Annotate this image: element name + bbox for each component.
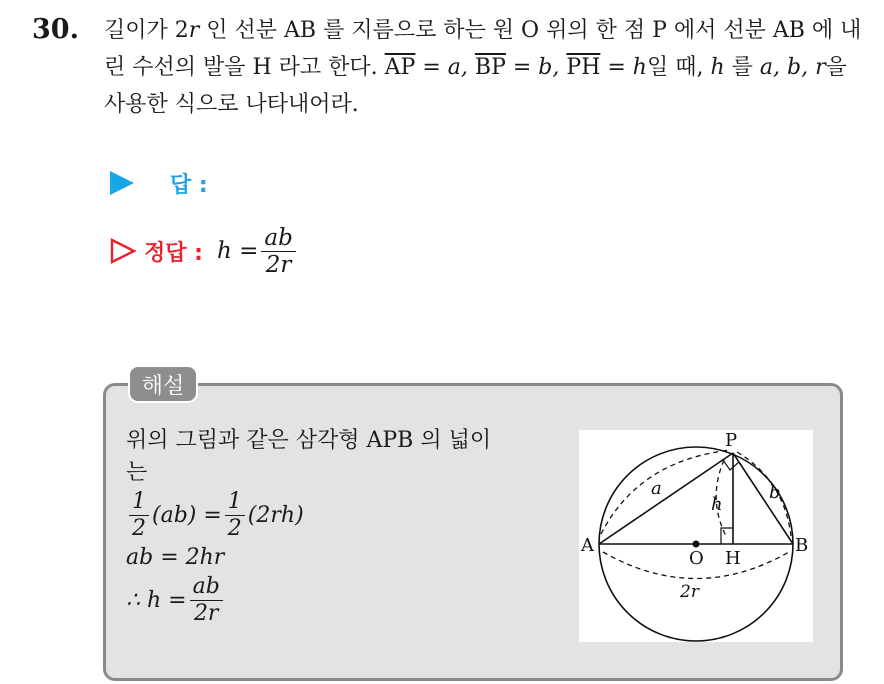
explanation-line: 는 <box>126 460 148 485</box>
label-side-h: h <box>711 494 723 515</box>
label-side-b: b <box>769 482 781 503</box>
label-h: H <box>725 548 741 569</box>
label-b: B <box>795 535 809 556</box>
label-diameter: 2r <box>680 582 699 602</box>
answer-label: 답 : <box>170 172 208 198</box>
label-side-a: a <box>651 478 662 499</box>
dashed-arc-b <box>737 452 791 536</box>
play-triangle-icon <box>110 171 134 195</box>
label-a: A <box>581 535 594 556</box>
center-point-o <box>693 541 700 548</box>
correct-answer-label: 정답 : <box>144 240 203 266</box>
label-p: P <box>725 430 738 451</box>
question-text: 길이가 2r 인 선분 AB 를 지름으로 하는 원 O 위의 한 점 P 에서 선분 AB 에 내린 수선의 발을 H 라고 한다. $\overline{AP} = a$, $\overline{BP} = b$, $\overline{PH} = h$일 때, h 를 a, b, r을 사용한 식으로 나타내어라. <box>104 18 862 117</box>
outline-triangle-icon <box>110 238 136 264</box>
correct-answer-formula: h = $\frac{ab}{2r}$ <box>217 225 299 278</box>
explanation-text <box>126 425 566 627</box>
angle-mark-p <box>723 460 739 470</box>
explanation-tag: 해설 <box>128 365 198 403</box>
explanation-formula-area: $\frac{1}{2}$ (ab) = $\frac{1}{2}$ (2rh) <box>126 489 566 542</box>
answer-row <box>110 166 208 200</box>
explanation-formula-result: ∴ h = $\frac{ab}{2r}$ <box>126 574 566 627</box>
dashed-arc-a <box>601 450 731 534</box>
geometry-figure <box>579 430 813 642</box>
correct-answer-row <box>110 222 299 280</box>
question-number: 30. <box>32 14 79 45</box>
explanation-formula-ab: ab = 2hr <box>126 545 225 570</box>
explanation-line: 위의 그림과 같은 삼각형 APB 의 넓이 <box>126 428 492 453</box>
label-o: O <box>689 548 704 569</box>
segment-bp <box>733 453 793 544</box>
